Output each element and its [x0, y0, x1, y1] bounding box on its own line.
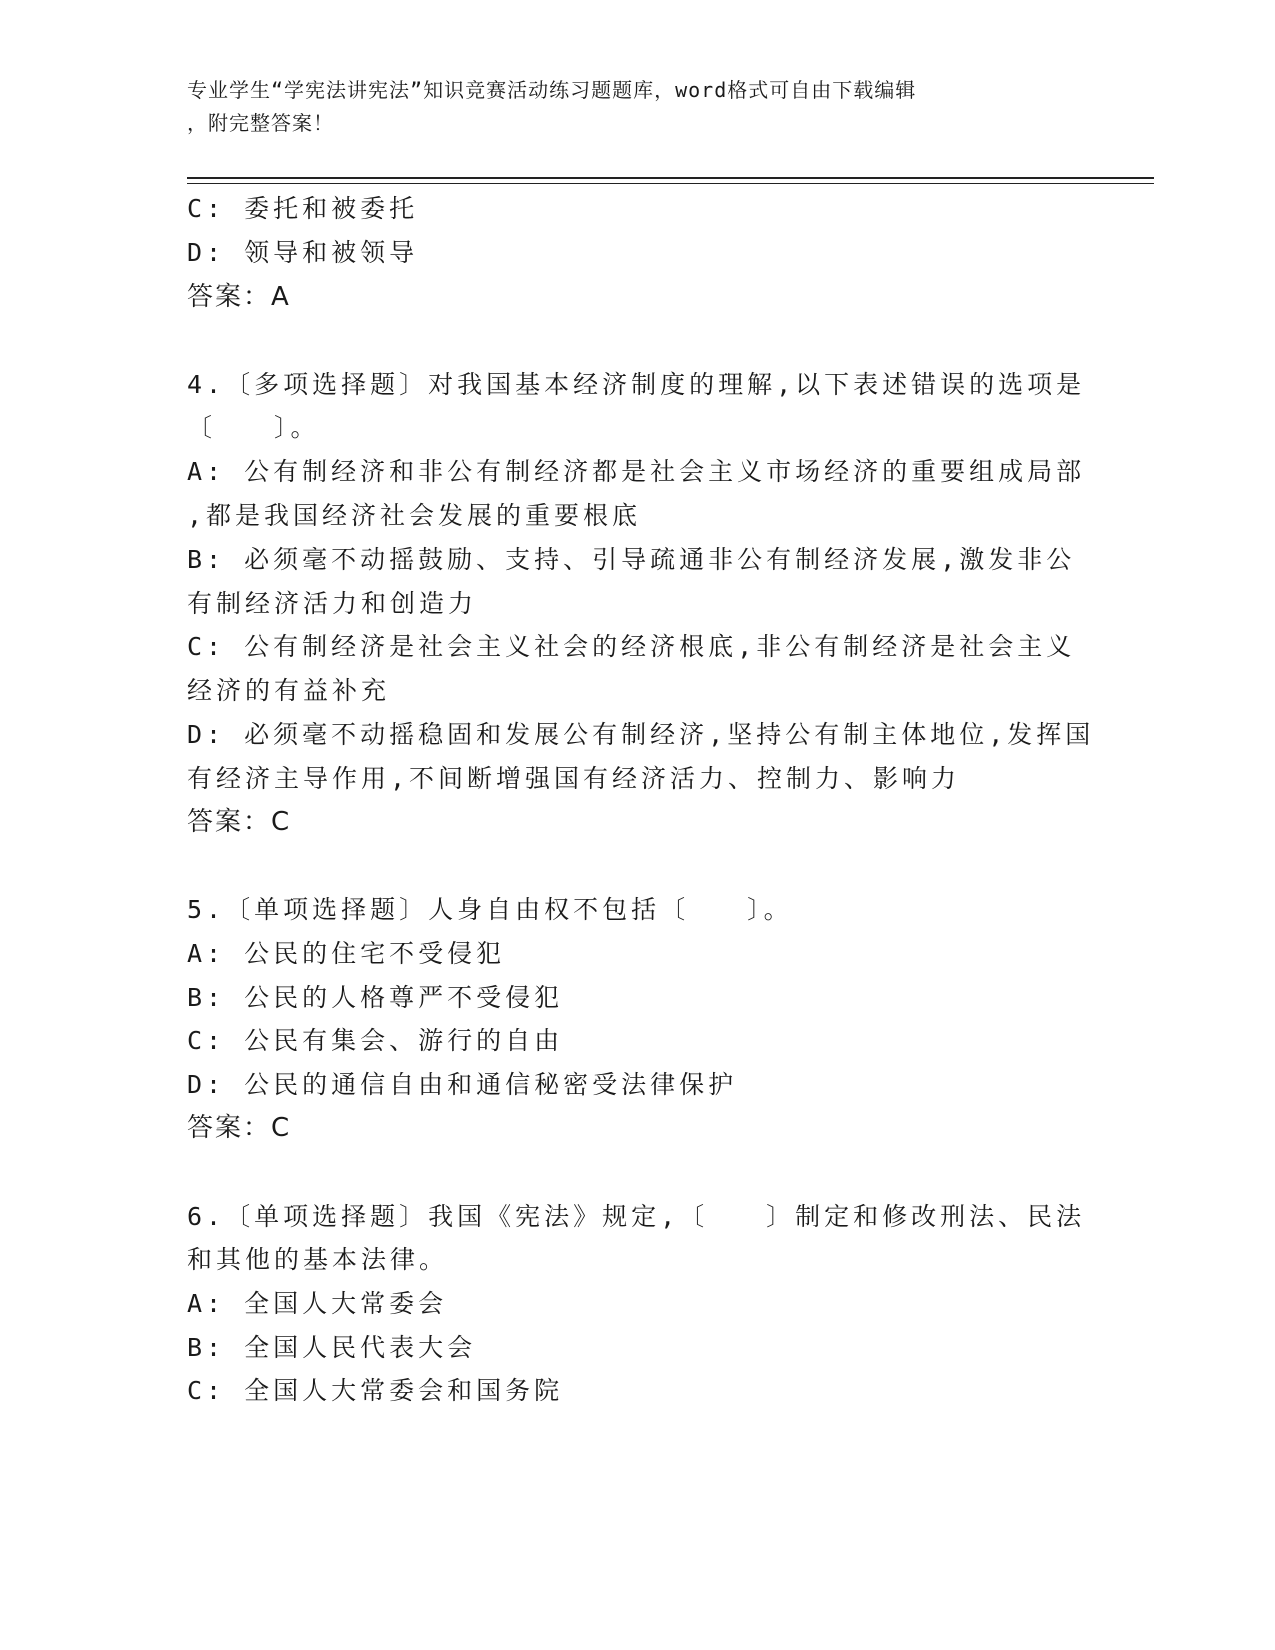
q5-option-c: C: 公民有集会、游行的自由 — [187, 1026, 564, 1055]
q3-answer: 答案：A — [187, 282, 291, 312]
document-header — [187, 74, 1067, 140]
q5-option-b: B: 公民的人格尊严不受侵犯 — [187, 983, 564, 1012]
q4-stem-line-2: 〔 〕。 — [187, 413, 320, 442]
q4-option-d-line-1: D: 必须毫不动摇稳固和发展公有制经济,坚持公有制主体地位,发挥国 — [187, 720, 1095, 749]
q6-option-b: B: 全国人民代表大会 — [187, 1333, 477, 1362]
q4-option-b-line-1: B: 必须毫不动摇鼓励、支持、引导疏通非公有制经济发展,激发非公 — [187, 545, 1076, 574]
header-line-1: 专业学生“学宪法讲宪法”知识竞赛活动练习题题库，word格式可自由下载编辑 — [187, 78, 917, 102]
q4-stem-line-1: 4.〔多项选择题〕对我国基本经济制度的理解,以下表述错误的选项是 — [187, 370, 1086, 399]
q3-option-c: C: 委托和被委托 — [187, 194, 419, 223]
q6-stem-line-1: 6.〔单项选择题〕我国《宪法》规定,〔 〕制定和修改刑法、民法 — [187, 1202, 1086, 1231]
q6-option-c: C: 全国人大常委会和国务院 — [187, 1376, 564, 1405]
q4-option-c-line-2: 经济的有益补充 — [187, 676, 391, 705]
q5-option-d: D: 公民的通信自由和通信秘密受法律保护 — [187, 1070, 738, 1099]
q3-option-d: D: 领导和被领导 — [187, 238, 419, 267]
q6-stem-line-2: 和其他的基本法律。 — [187, 1245, 449, 1274]
q4-option-d-line-2: 有经济主导作用,不间断增强国有经济活力、控制力、影响力 — [187, 764, 961, 793]
q4-answer: 答案：C — [187, 807, 292, 837]
q5-stem: 5.〔单项选择题〕人身自由权不包括〔 〕。 — [187, 895, 793, 924]
q4-option-a-line-2: ,都是我国经济社会发展的重要根底 — [187, 501, 642, 530]
q4-option-c-line-1: C: 公有制经济是社会主义社会的经济根底,非公有制经济是社会主义 — [187, 632, 1076, 661]
q6-option-a: A: 全国人大常委会 — [187, 1289, 448, 1318]
q5-answer: 答案：C — [187, 1113, 292, 1143]
header-rule-thick — [187, 177, 1154, 179]
q5-option-a: A: 公民的住宅不受侵犯 — [187, 939, 506, 968]
header-line-2: ，附完整答案！ — [187, 111, 334, 135]
q4-option-b-line-2: 有制经济活力和创造力 — [187, 589, 478, 618]
header-rule-thin — [187, 183, 1154, 184]
q4-option-a-line-1: A: 公有制经济和非公有制经济都是社会主义市场经济的重要组成局部 — [187, 457, 1086, 486]
